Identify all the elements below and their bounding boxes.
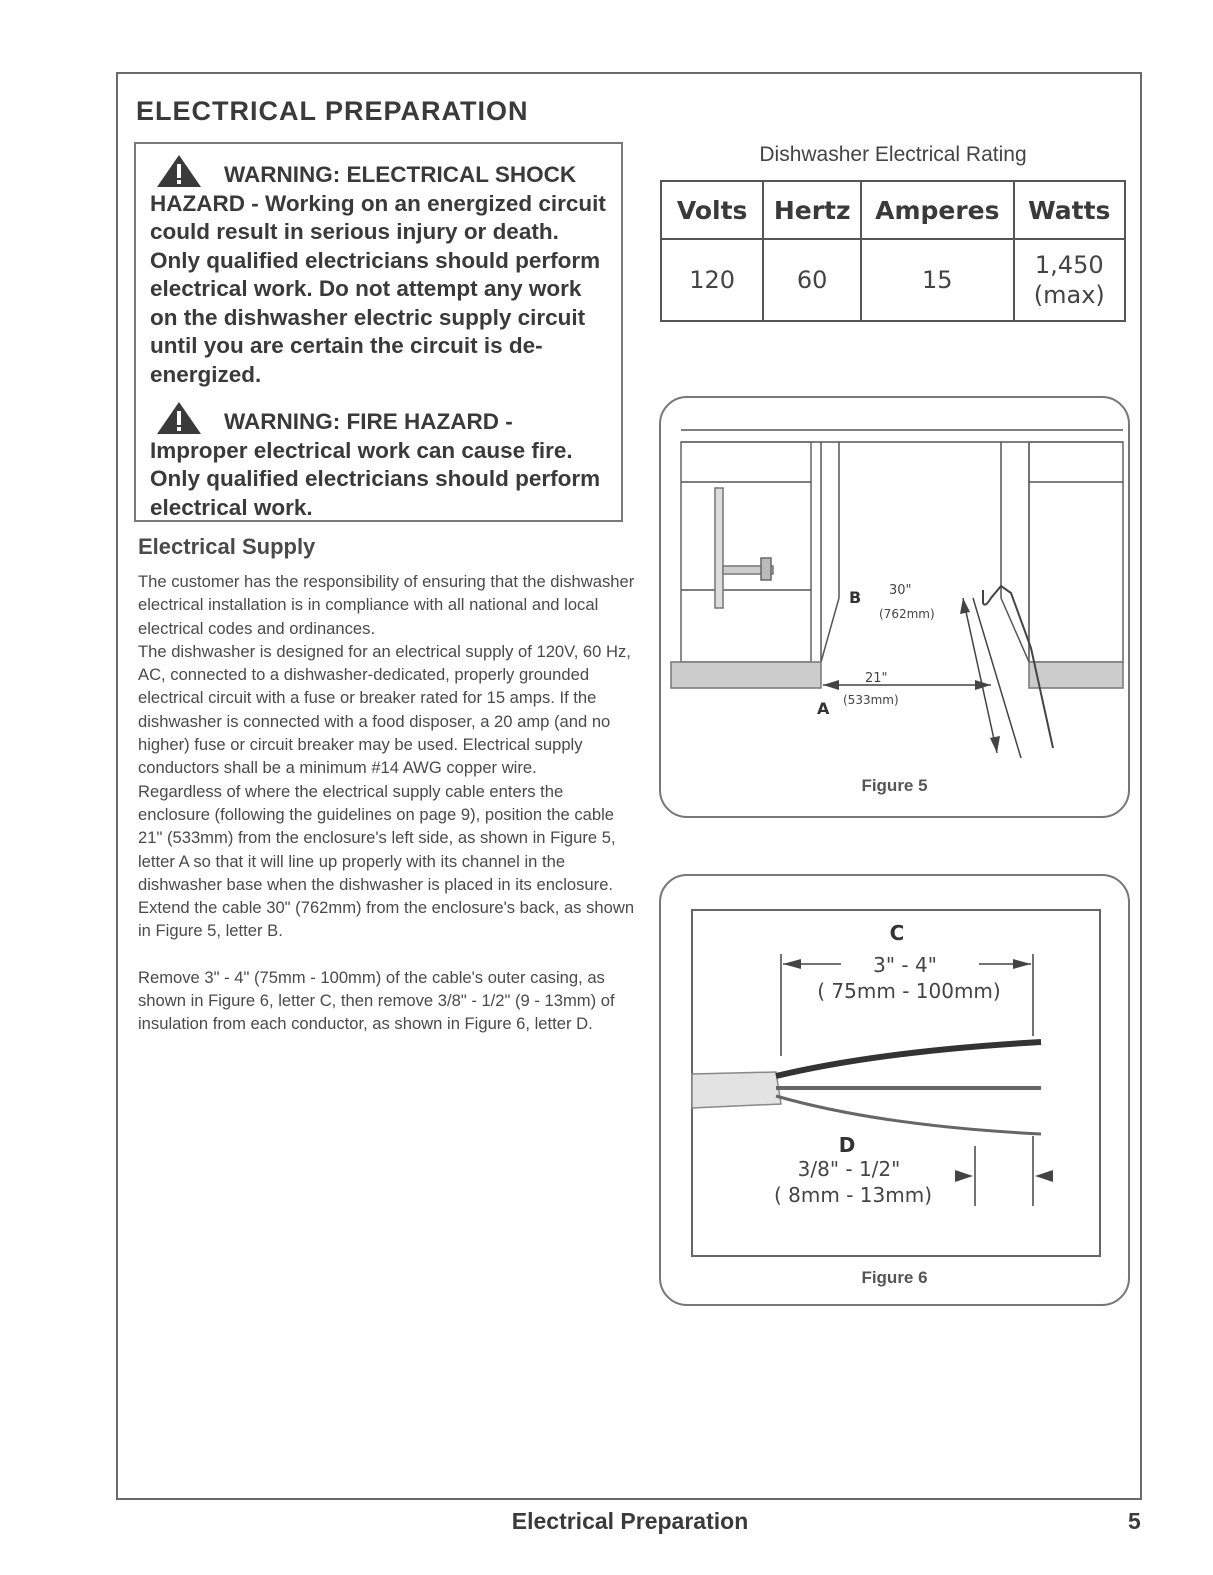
fig6-letter-c: C bbox=[889, 921, 905, 945]
paragraph: Regardless of where the electrical supply cable enters the enclosure (following the guidelines on page 9), position the cable 21" (533mm) from the enclosure's left side, as shown in Figure 5, letter A so that it will line up properly with its channel in the dishwasher base when the dishwasher is placed in its enclosure. Extend the cable 30" (762mm) from the enclosure's back, as shown in Figure 5, letter B. bbox=[138, 781, 635, 941]
figure-6-caption: Figure 6 bbox=[861, 1268, 928, 1287]
rating-value-volts: 120 bbox=[661, 239, 763, 321]
fire-warning bbox=[150, 401, 611, 522]
figure-6 bbox=[659, 874, 1130, 1306]
page-number: 5 bbox=[1128, 1508, 1141, 1534]
rating-value-row bbox=[661, 239, 1125, 321]
rating-header-row bbox=[661, 181, 1125, 239]
rating-table bbox=[660, 180, 1126, 322]
fig6-letter-d: D bbox=[838, 1133, 856, 1157]
warning-box bbox=[134, 142, 623, 522]
fig5-dim-a: 21" bbox=[865, 671, 888, 686]
rating-header-hertz: Hertz bbox=[763, 181, 861, 239]
fig5-letter-b: B bbox=[849, 588, 862, 607]
paragraph: The dishwasher is designed for an electrical supply of 120V, 60 Hz, AC, connected to a dishwasher-dedicated, properly grounded electrical circuit with a fuse or breaker rated for 15 amps. If the dishwasher is connected with a food disposer, a 20 amp (and no higher) fuse or circuit breaker may be used. Electrical supply conductors shall be a minimum #14 AWG copper wire. bbox=[138, 641, 631, 778]
figure-5 bbox=[659, 396, 1130, 818]
figure-5-caption: Figure 5 bbox=[861, 776, 928, 795]
fig5-letter-a: A bbox=[817, 699, 830, 718]
rating-value-watts bbox=[1014, 239, 1125, 321]
rating-title: Dishwasher Electrical Rating bbox=[759, 143, 1027, 166]
watts-value: 1,450 bbox=[1034, 251, 1104, 279]
shock-warning bbox=[150, 154, 611, 389]
rating-value-hertz: 60 bbox=[763, 239, 861, 321]
fig5-dim-a-mm: (533mm) bbox=[843, 693, 899, 707]
rating-header-volts: Volts bbox=[661, 181, 763, 239]
electrical-supply-body bbox=[138, 570, 638, 1036]
figure-6-drawing bbox=[661, 876, 1132, 1308]
fig5-dim-b-mm: (762mm) bbox=[879, 607, 935, 621]
watts-note: (max) bbox=[1033, 281, 1105, 309]
rating-value-amperes: 15 bbox=[861, 239, 1013, 321]
rating-header-amperes: Amperes bbox=[861, 181, 1013, 239]
shock-warning-text: WARNING: ELECTRICAL SHOCK HAZARD - Working on an energized circuit could result in serious injury or death. Only qualified electricians should perform electrical work. Do not attempt any work on the dishwasher electric supply circuit until you are certain the circuit is de-energized. bbox=[150, 162, 606, 387]
paragraph: Remove 3" - 4" (75mm - 100mm) of the cable's outer casing, as shown in Figure 6, letter C, then remove 3/8" - 1/2" (9 - 13mm) of insulation from each conductor, as shown in Figure 6, letter D. bbox=[138, 967, 615, 1034]
fig6-dim-d: 3/8" - 1/2" bbox=[797, 1157, 901, 1181]
fig5-dim-b: 30" bbox=[889, 583, 912, 598]
fire-warning-text: WARNING: FIRE HAZARD - Improper electrical work can cause fire. Only qualified electricians should perform electrical work. bbox=[150, 409, 601, 520]
rating-header-watts: Watts bbox=[1014, 181, 1125, 239]
electrical-supply-heading: Electrical Supply bbox=[138, 534, 316, 559]
warning-triangle-icon bbox=[156, 154, 202, 188]
warning-triangle-icon bbox=[156, 401, 202, 435]
footer-title: Electrical Preparation bbox=[511, 1508, 749, 1534]
fig6-dim-d-mm: ( 8mm - 13mm) bbox=[774, 1183, 932, 1207]
fig6-dim-c: 3" - 4" bbox=[873, 953, 937, 977]
paragraph: The customer has the responsibility of ensuring that the dishwasher electrical installation is in compliance with all national and local electrical codes and ordinances. bbox=[138, 572, 635, 638]
fig6-dim-c-mm: ( 75mm - 100mm) bbox=[817, 979, 1001, 1003]
figure-5-drawing bbox=[661, 398, 1132, 820]
section-title: ELECTRICAL PREPARATION bbox=[136, 96, 529, 126]
